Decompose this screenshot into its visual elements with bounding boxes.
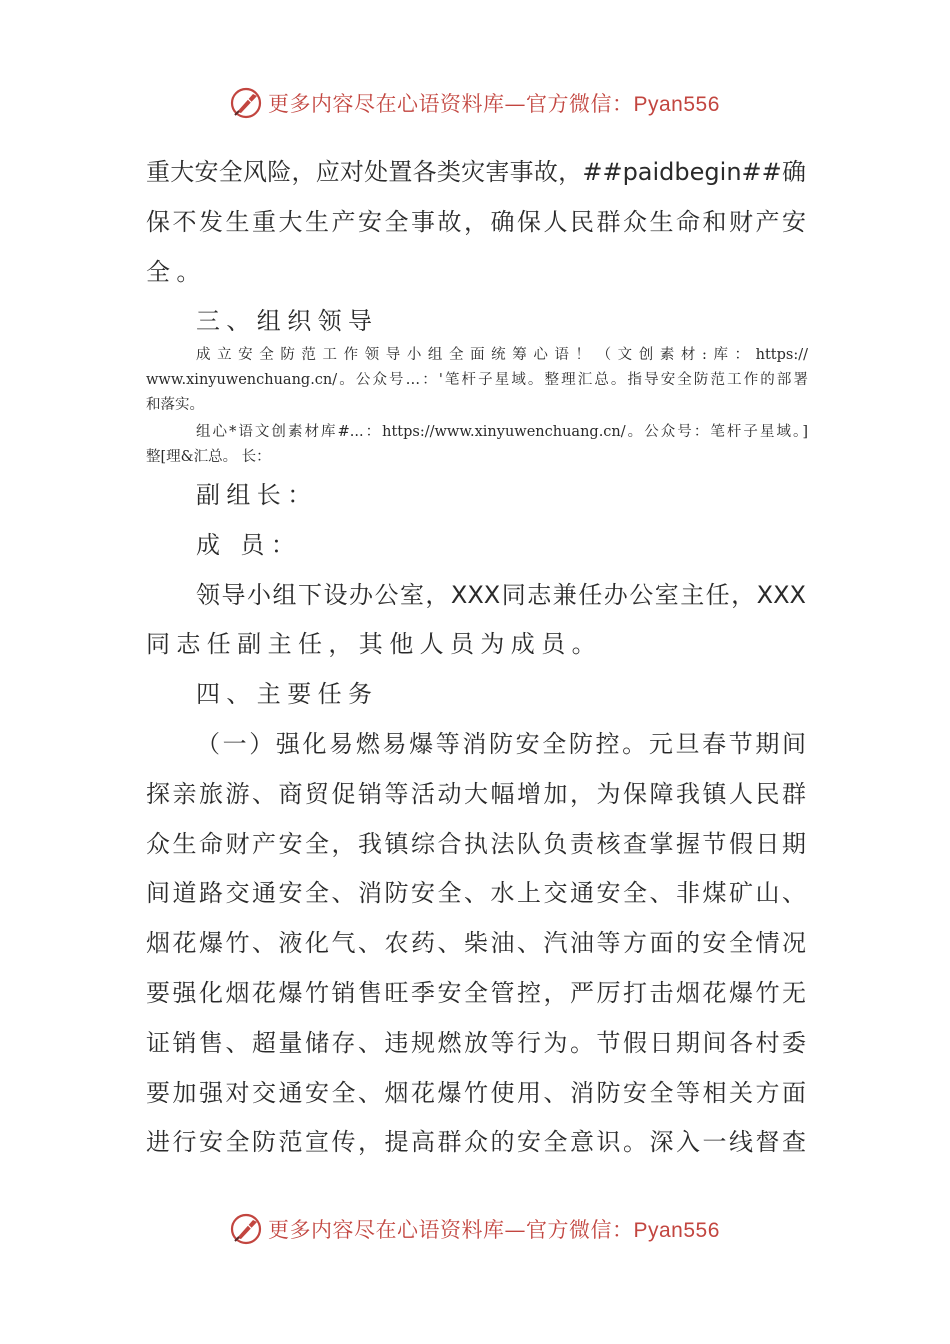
leader-note-line-1: 成立安全防范工作领导小组全面统筹心语！（文创素材:库：https:// (196, 347, 808, 363)
task-1-line-9: 进行安全防范宣传，提高群众的安全意识。深入一线督查 (146, 1128, 806, 1156)
task-1-line-2: 探亲旅游、商贸促销等活动大幅增加，为保障我镇人民群 (146, 780, 806, 808)
paragraph-1-line-3: 全。 (146, 258, 207, 286)
paragraph-1-line-2: 保不发生重大生产安全事故，确保人民群众生命和财产安 (146, 208, 806, 236)
task-1-line-7: 证销售、超量储存、违规燃放等行为。节假日期间各村委 (146, 1029, 806, 1057)
header-wechat-id: Pyan556 (633, 93, 720, 116)
leader-note-line-3: 和落实。 (146, 397, 204, 413)
task-1-line-6: 要强化烟花爆竹销售旺季安全管控，严厉打击烟花爆竹无 (146, 979, 806, 1007)
deputy-leader-label: 副组长： (196, 481, 318, 509)
leader-note-2-line-2: 整[理&汇总。 长： (146, 449, 271, 465)
paragraph-1-line-1: 重大安全风险，应对处置各类灾害事故，##paidbegin##确 (146, 158, 806, 186)
leader-note-line-2: www.xinyuwenchuang.cn/。公众号…：'笔杆子星域。整理汇总。指导安全防范工作的部署 (146, 372, 808, 388)
task-1-line-8: 要加强对交通安全、烟花爆竹使用、消防安全等相关方面 (146, 1079, 806, 1107)
office-paragraph-line-1: 领导小组下设办公室，XXX同志兼任办公室主任，XXX (196, 581, 806, 609)
task-1-line-5: 烟花爆竹、液化气、农药、柴油、汽油等方面的安全情况 (146, 929, 806, 957)
quill-logo-icon (228, 85, 264, 121)
members-label: 成 员： (196, 531, 302, 559)
section-4-title: 四、主要任务 (196, 680, 379, 708)
quill-logo-icon (228, 1211, 264, 1247)
footer-wechat-id: Pyan556 (633, 1219, 720, 1242)
header-banner-text: 更多内容尽在心语资料库—官方微信：Pyan556 (268, 92, 720, 116)
task-1-line-4: 间道路交通安全、消防安全、水上交通安全、非煤矿山、 (146, 879, 806, 907)
footer-banner-text: 更多内容尽在心语资料库—官方微信：Pyan556 (268, 1218, 720, 1242)
header-watermark-banner (228, 82, 720, 124)
task-1-line-1: （一）强化易燃易爆等消防安全防控。元旦春节期间 (196, 730, 806, 758)
section-3-title: 三、组织领导 (196, 307, 379, 335)
leader-note-2-line-1: 组心*语文创素材库#...：https://www.xinyuwenchuang.cn/。公众号：笔杆子星域。] (196, 424, 808, 440)
footer-watermark-banner (228, 1208, 720, 1250)
office-paragraph-line-2: 同志任副主任，其他人员为成员。 (146, 630, 602, 658)
task-1-line-3: 众生命财产安全，我镇综合执法队负责核查掌握节假日期 (146, 830, 806, 858)
